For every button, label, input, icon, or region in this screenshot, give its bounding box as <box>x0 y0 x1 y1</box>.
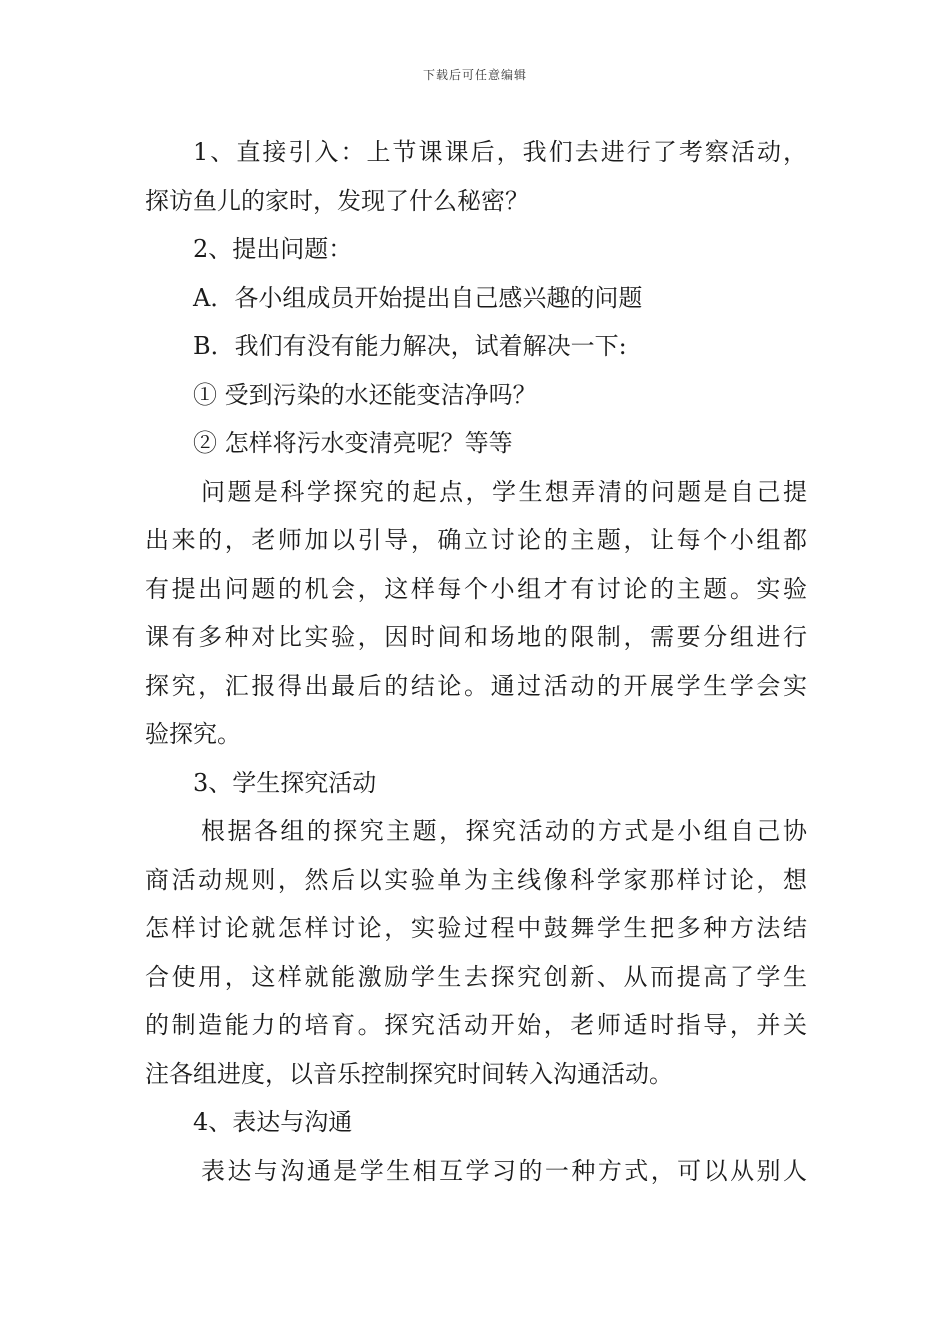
text-line: 验探究。 <box>145 720 241 748</box>
paragraph-questions <box>145 468 807 759</box>
paragraph-expression <box>145 1147 807 1196</box>
list-item-a <box>145 274 807 323</box>
page-header: 下载后可任意编辑 <box>422 68 527 82</box>
text-line: ② 怎样将污水变清亮呢？等等 <box>193 429 513 457</box>
text-line: 的制造能力的培育。探究活动开始，老师适时指导，并关 <box>145 1011 807 1039</box>
text-line: 探访鱼儿的家时，发现了什么秘密？ <box>145 186 529 215</box>
text-line: 根据各组的探究主题，探究活动的方式是小组自己协 <box>201 817 807 845</box>
list-item-1 <box>145 371 807 420</box>
text-line: 课有多种对比实验，因时间和场地的限制，需要分组进行 <box>145 623 807 651</box>
text-line: 注各组进度，以音乐控制探究时间转入沟通活动。 <box>145 1059 673 1088</box>
document-body <box>145 128 807 1195</box>
text-line: 1、直接引入：上节课课后，我们去进行了考察活动， <box>193 138 807 166</box>
heading-raise-questions <box>145 225 807 274</box>
list-item-2 <box>145 419 807 468</box>
list-item-b <box>145 322 807 371</box>
text-line: B．我们有没有能力解决，试着解决一下: <box>193 332 627 360</box>
text-line: 怎样讨论就怎样讨论，实验过程中鼓舞学生把多种方法结 <box>145 914 807 942</box>
text-line: 4、表达与沟通 <box>193 1108 353 1136</box>
text-line: 有提出问题的机会，这样每个小组才有讨论的主题。实验 <box>145 574 807 603</box>
text-line: 出来的，老师加以引导，确立讨论的主题，让每个小组都 <box>145 526 807 554</box>
text-line: 问题是科学探究的起点，学生想弄清的问题是自己提 <box>201 477 807 506</box>
paragraph-intro <box>145 128 807 225</box>
text-line: ① 受到污染的水还能变洁净吗？ <box>193 380 537 409</box>
heading-expression <box>145 1098 807 1147</box>
text-line: 表达与沟通是学生相互学习的一种方式，可以从别人 <box>201 1156 807 1185</box>
text-line: A．各小组成员开始提出自己感兴趣的问题 <box>193 283 643 312</box>
text-line: 3、学生探究活动 <box>193 768 377 797</box>
text-line: 探究，汇报得出最后的结论。通过活动的开展学生学会实 <box>145 671 807 700</box>
paragraph-activity <box>145 807 807 1098</box>
text-line: 合使用，这样就能激励学生去探究创新、从而提高了学生 <box>145 962 807 991</box>
text-line: 商活动规则，然后以实验单为主线像科学家那样讨论，想 <box>145 865 807 894</box>
heading-student-activity <box>145 759 807 808</box>
text-line: 2、提出问题： <box>193 235 353 263</box>
